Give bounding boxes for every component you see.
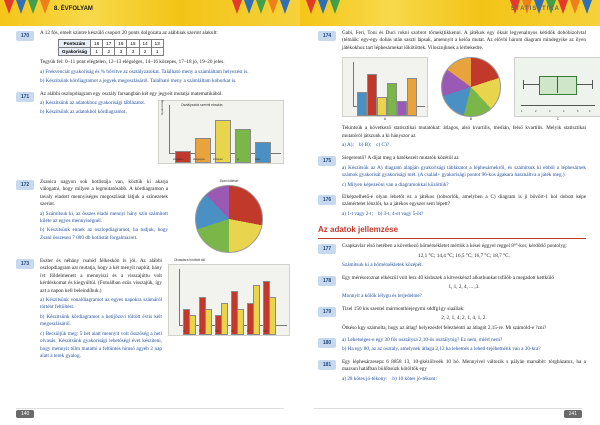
figure-b-pie-chart (441, 57, 501, 117)
exercise-number: 178 (318, 276, 336, 286)
x-tick: 5 (577, 110, 579, 114)
exercise-180 (318, 337, 586, 354)
table-cell: 17 (103, 40, 115, 48)
table-cell: 18 (91, 40, 103, 48)
chart-title: Osztályzatok szerinti eloszlás (181, 103, 223, 108)
x-tick: elégtelen (173, 158, 184, 162)
exercise-number: 170 (16, 31, 34, 41)
right-page (300, 0, 600, 425)
exercise-lead: Gabi, Feri, Toni és Duci rokni szobrot tőrnek(tikkenni. A játékok egy óksát legyenalnyos kétidők dobóbizolvtal (témáik: egy-egy dobás után saszti lápsak, amennyit a keiőa mutat. Az elővbi három diagram mindegyike az ilyen játékokhoz tart léphesárnekat lökötöttek. Vilosznjhnek a lérbekedre. (342, 30, 586, 51)
chart-title: Olvasásra fordított idő (174, 258, 206, 263)
exercise-lead: Elképzelhető-e olyan lehetőt ez a játékos (tobsorlók, amelyben a C) diagram is ji bővőrt-1 hol dobott képe számértetet lénzlőt, ha a játékos egyszer sem lépett? (342, 194, 586, 208)
pie-chart-hotlist (195, 185, 263, 253)
data-values: 12,1 °C; 14,4 °C; 16,5 °C; 16,7 °C; 18,7 °C. (418, 252, 510, 259)
x-tick: Sze (215, 330, 220, 334)
exercise-item-a: a) Számítsuk ki, az összes eladó mennyi hány szín számított kiléte az egyes mennyiségnél. (40, 210, 168, 225)
exercise-number: 181 (318, 360, 336, 370)
exercise-175 (318, 155, 586, 189)
exercise-after: Tegyük fel: 0–11 pont elégtelen, 12–13 elégséges, 14–16 közepes, 17–18 jó, 19–20 jeles. (40, 59, 225, 66)
x-tick: H (183, 330, 185, 334)
table-cell: 14 (139, 40, 151, 48)
page-number-left: 140 (16, 410, 34, 418)
exercise-176 (318, 194, 586, 219)
table-cell: 16 (115, 40, 127, 48)
left-top-decoration (0, 0, 300, 26)
exercise-item-a: a) 28 kötes jó-tékony: (342, 375, 388, 382)
chapter-label-left: 8. ÉVFOLYAM (54, 6, 93, 12)
frequency-table (58, 39, 164, 56)
exercise-item-c: c) Milyen képezeöni van a diagramokkal közöttük? (342, 181, 449, 188)
exercise-lead: Egy léphesárzesepz 6 8858 13, 10-gkézölveék 10 hó. Mennyivel változik s pályán marsáblt: tórgbázatoz, ha a mazsun hatáfban bülőbsúzk kötöltők egy (342, 358, 586, 373)
data-values: 1, 1, 2, 4, ... ,3. (448, 283, 480, 290)
table-cell: 15 (127, 40, 139, 48)
right-top-decoration (300, 0, 600, 26)
exercise-lead: Csapkavlar első hetében a következő hőmérsékletet mértük a kései éggyel reggel 8ʰ°-kor, kérdőtlő pontolyg: (342, 243, 568, 250)
x-tick: 3 (549, 110, 551, 114)
exercise-item-b: b) Készítsünk kördiagramot a hetijözsvi töltött évtis kelt megoszlásáról. (40, 313, 162, 328)
exercise-item-b: b) 10 kötes jó-tékont: (392, 375, 437, 382)
footer-rule (314, 408, 582, 409)
exercise-item-a: a) Készítsünk vonaldiagramot az egyes napokra számáról történt feltöltést. (40, 297, 162, 311)
bar-chart-reading (168, 264, 290, 336)
exercise-number: 175 (318, 156, 336, 166)
exercise-item-c: c) Becsüljük meg: 5 hét alatt mennyit volt összöség a heti olvasás. Készítsünk gyakorisági lehetőségi évet készíteni, hogy mennyit tűlm mutattó a feltüntés hímső ágyéb 2 nap alatt a terek gyalog. (40, 330, 162, 359)
choice-b: b) B); (358, 142, 372, 149)
exercise-177 (318, 243, 586, 269)
exercise-item-b: b) Készítsünk kördiagramot a jegyek megoszlásáról. Található meny a számláltam kóborkat is. (40, 78, 237, 85)
exercise-item-b: b) Készítsünk az adatokból kördiagramot. (40, 109, 127, 116)
x-tick: 2 (535, 110, 537, 114)
page-number-right: 141 (564, 410, 582, 418)
exercise-number: 177 (318, 244, 336, 254)
section-rule (318, 238, 586, 239)
chapter-label-right: STATISZTIKA (510, 6, 560, 12)
table-header-frequency: Gyakoriság (59, 48, 91, 56)
table-cell: 13 (151, 40, 163, 48)
pie-title: Zsani kötései (219, 179, 239, 184)
table-header-points: Pontszám (59, 40, 91, 48)
x-tick: Szo (263, 330, 268, 334)
choice-a: a) A); (342, 142, 354, 149)
x-tick: közepes (213, 158, 223, 162)
table-cell: 2 (139, 48, 151, 56)
exercise-lead: Zsanica nagyon sok hotlistája van, köztük ki akarja válogatni, hogy milyen a legmutatósabb. A kördiagramon a tavaly eladott mennyiséges megoszlását látjuk a színezetek szerint. (40, 179, 168, 208)
exercise-number: 171 (16, 92, 34, 102)
exercise-lead: Az alábbi oszlopdiagram egy osztály farsangbán két egy jegyeit mutatja matematikából. (40, 90, 223, 97)
exercise-item-a: a) Készítsük az A) diagram alapján gyakorisági táblázatot a léphesárnekről, és számítsuk ki ebből a léphesárnek számok gyakorisát gyakorisági mét. (A család+ gyakorisági pontot 96-kos ágakara használtva a játék meg.) (342, 164, 586, 179)
exercise-item-a: a) 1-t vagy 2-t; (342, 210, 373, 217)
x-tick: jeles (255, 158, 261, 162)
exercise-172 (16, 179, 284, 253)
exercise-178 (318, 275, 586, 301)
chart-ylabel: Gyakoriság (160, 99, 164, 116)
exercise-lead: A 12 fős, emelt szintre készülő csoport 20 ponts dolgozata az alábbiak szerint alakult: (40, 30, 218, 36)
exercise-question: Ötkéso kgy számolta, hogy az átlag! helyezésfel felezhéntti az átlagót 2,15-re. Mi számold-e ?zni? (342, 324, 547, 331)
left-column (16, 30, 284, 367)
exercise-174-continued (318, 125, 586, 150)
table-cell: 1 (91, 48, 103, 56)
exercise-item-a: a) Készítsünk az adatokhoz gyakorisági táblázatot. (40, 100, 146, 107)
figure-a-label: A (383, 117, 387, 122)
choice-c: c) C)? (376, 142, 390, 149)
exercise-number: 180 (318, 338, 336, 348)
x-tick: Cs (231, 330, 235, 334)
exercise-number: 173 (16, 259, 34, 269)
exercise-item-b: b) Ha egy 80, az az osztály, amelynek átlaga 2,12 ha lehetnés a lehetl-tejéhetnénk van a 30-kra? (342, 346, 541, 353)
x-tick: elégséges (193, 158, 205, 162)
section-title: Az adatok jellemzése (318, 225, 399, 235)
table-cell: 3 (127, 48, 139, 56)
exercise-lead: Egy mérésoroznat elkészül volt lesz 40 kisbszek a kitveskénzf alkotbunkat tsfilöb a megadott kettkülő (342, 274, 554, 281)
exercise-170 (16, 30, 284, 86)
exercise-item-a: a) Frekvenciát gyakoriság és % bővítve az osztályzatokat. Található meny a számláltam helyezést is. (40, 68, 249, 75)
x-tick: 6 (589, 110, 591, 114)
data-values: 2, 2, 1, 4, 2, 1, 4, 1, 2. (441, 315, 487, 322)
exercise-item-b: b) 3-t, 4-et vagy 5-öt? (377, 210, 424, 217)
exercise-181 (318, 359, 586, 384)
x-tick: 4 (563, 110, 565, 114)
exercise-lead: Tizel 150 kis szentel mármonthiejegymi sddfg1gy siaáliak: (342, 305, 465, 312)
figure-c-box-plot (514, 57, 600, 117)
exercise-173 (16, 258, 284, 362)
exercise-question: Számítsuk ki a hőmérsékletek középét. (342, 262, 423, 269)
exercise-174 (318, 30, 586, 52)
right-column (318, 30, 591, 389)
exercise-item-a: a) Lehetséges-e egy 30 fős osztálysa 2,10-ös osztálytóg? Ez nem, miért nem? (342, 336, 503, 343)
figure-b-label: B (469, 117, 473, 122)
exercise-lead: Eszter és néhány csalód félkeskön ls jól. Az alábbi oszlopdiagram azt mutatja, hogy a két menyit naplút, hány ívt földelmenett a mennyiszi és a visszajúttu volt kérdéskomat és kiegyúltúl. (Fotoálban ezüs visszajúk, így azt a napon kell beleindíhuk.) (40, 258, 162, 294)
footer-rule (16, 408, 284, 409)
exercise-number: 179 (318, 307, 336, 317)
figure-a-bar-chart (342, 57, 428, 117)
exercise-number: 176 (318, 195, 336, 205)
exercise-item-b: b) Készítsünk ennek az oszlopdiagramot, ha tudjuk, hogy Zsani összesen 7 000 db hotlistát forgalmazott. (40, 227, 168, 241)
exercise-179 (318, 306, 586, 332)
table-cell: 2 (103, 48, 115, 56)
bar-chart-grades (158, 100, 284, 164)
exercise-number: 174 (318, 31, 336, 41)
exercise-lead: Siegerentő? A díjat meg a hatókezeit mutatók közétöl az (342, 155, 459, 162)
exercise-number: 172 (16, 180, 34, 190)
exercise-question: Monnyit a kölők lélygu és terjedelme? (342, 293, 422, 300)
table-cell: 1 (151, 48, 163, 56)
table-cell: 3 (115, 48, 127, 56)
after-figure-text: Tekintsük a következő statisztikai mutatókat: átlagos, alsó kvartilis, medián, felső kvartilis. Melyik statisztikai mutatóról játszunk a ki hányszor az (342, 125, 586, 139)
x-tick: jó (237, 158, 240, 162)
x-tick: P (247, 330, 249, 334)
x-tick: K (199, 330, 201, 334)
x-tick: 1 (521, 110, 523, 114)
figure-c-label: C (556, 117, 560, 122)
